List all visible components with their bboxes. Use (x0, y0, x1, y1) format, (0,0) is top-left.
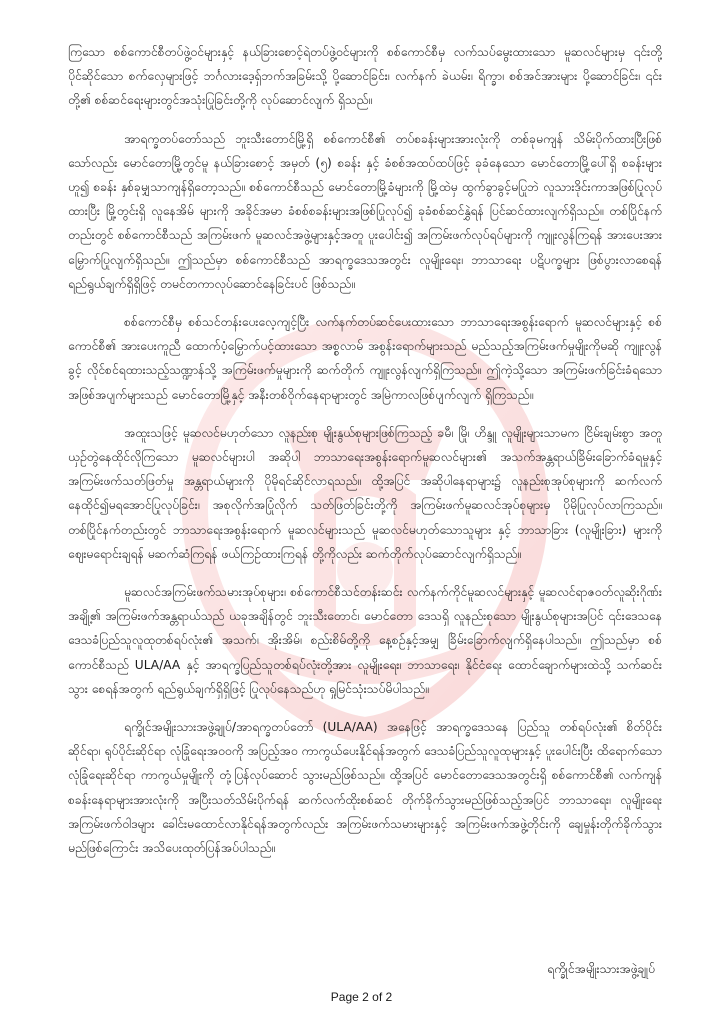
paragraph-3: စစ်ကောင်စီမှ စစ်သင်တန်းပေးလေ့ကျင့်ပြီး လက်နက်တပ်ဆင်ပေးထားသော ဘာသာရေးအစွန်းရောက် မူဆလင်များနှင့် စစ်ကောင်စီ၏ အားပေးကူညီ ထောက်ပံ့မြှောက်ပင့်ထားသော အစ္စလာမ် အစွန်းရောက်များသည် မည်သည့်အကြမ်းဖက်မှုမျိုးကိုမဆို ကျူးလွန်ခွင့် လိုင်စင်ရထားသည့်သဏ္ဍာန်သို့ အကြမ်းဖက်မှုများကို ဆက်တိုက် ကျူးလွန်လျက်ရှိကြသည်။ ဤကဲ့သို့သော အကြမ်းဖက်ခြင်းခံရသော အဖြစ်အပျက်များသည် မောင်တောမြို့နှင့် အနီးတစ်ဝိုက်နေရာများတွင် အမြဲကာလဖြစ်ပျက်လျက် ရှိကြသည်။ (68, 315, 662, 402)
page-number: Page 2 of 2 (330, 990, 393, 1004)
paragraph-5: မူဆလင်အကြမ်းဖက်သမားအုပ်စုများ၊ စစ်ကောင်စီသင်တန်းဆင်း လက်နက်ကိုင်မူဆလင်များနှင့် မူဆလင်ရာဇဝတ်လူဆိုးဂိုဏ်းအချို့၏ အကြမ်းဖက်အန္တရာယ်သည် ယခုအချိန်တွင် ဘူးသီးတောင်၊ မောင်တော ဒေသရှိ လူနည်းစုသော မျိုးနွယ်စုများအပြင် ၎င်းဒေသနေ ဒေသခံပြည်သူလူထုတစ်ရပ်လုံး၏ အသက်၊ အိုးအိမ်၊ စည်းစိမ်တို့ကို နေ့စဉ်နှင့်အမျှ ခြိမ်းခြောက်လျက်ရှိနေပါသည်။ ဤသည်မှာ စစ်ကောင်စီသည် ULA/AA နှင့် အာရက္ခပြည်သူတစ်ရပ်လုံးတို့အား လူမျိုးရေး၊ ဘာသာရေး၊ နိုင်ငံရေး ထောင်ချောက်များထဲသို့ သက်ဆင်းသွား စေရန်အတွက် ရည်ရွယ်ချက်ရှိရှိဖြင့် ပြုလုပ်နေသည်ဟု ရှုမြင်သုံးသပ်မိပါသည်။ (68, 585, 662, 696)
document-body (68, 40, 662, 874)
signature-line: ရက္ခိုင်အမျိုးသားအဖွဲ့ချုပ် (547, 962, 655, 976)
paragraph-6: ရက္ခိုင်အမျိုးသားအဖွဲ့ချုပ်/အာရက္ခတပ်တော် (ULA/AA) အနေဖြင့် အာရက္ခဒေသနေ ပြည်သူ တစ်ရပ်လုံး၏ စိတ်ပိုင်းဆိုင်ရာ၊ ရုပ်ပိုင်းဆိုင်ရာ လုံခြုံရေးအဝဝကို အပြည့်အဝ ကာကွယ်ပေးနိုင်ရန်အတွက် ဒေသခံပြည်သူလူထုများနှင့် ပူးပေါင်းပြီး ထိရောက်သော လုံခြုံရေးဆိုင်ရာ ကာကွယ်မှုမျိုးကို တုံ့ပြန်လုပ်ဆောင် သွားမည်ဖြစ်သည်။ ထို့အပြင် မောင်တောဒေသအတွင်းရှိ စစ်ကောင်စီ၏ လက်ကျန်စခန်းနေရာများအားလုံးကို အပြီးသတ်သိမ်းပိုက်ရန် ဆက်လက်ထိုးစစ်ဆင် တိုက်ခိုက်သွားမည်ဖြစ်သည့်အပြင် ဘာသာရေး၊ လူမျိုးရေး အကြမ်းဖက်ဝါဒများ ခေါင်းမထောင်လာနိုင်ရန်အတွက်လည်း အကြမ်းဖက်သမားများနှင့် အကြမ်းဖက်အဖွဲ့တိုင်းကို ချေမှုန်းတိုက်ခိုက်သွားမည်ဖြစ်ကြောင်း အသိပေးထုတ်ပြန်အပ်ပါသည်။ (68, 720, 662, 856)
paragraph-1: ကြသော စစ်ကောင်စီတပ်ဖွဲ့ဝင်များနှင့် နယ်ခြားစောင့်ရဲတပ်ဖွဲ့ဝင်များကို စစ်ကောင်စီမှ လက်သပ်မွေးထားသော မူဆလင်များမှ ၎င်းတို့ပိုင်ဆိုင်သော စက်လှေများဖြင့် ဘင်္ဂလားဒေ့ရှ်ဘက်အခြမ်းသို့ ပို့ဆောင်ခြင်း၊ လက်နက် ခဲယမ်း၊ ရိက္ခာ၊ စစ်အင်အားများ ပို့ဆောင်ခြင်း၊ ၎င်းတို့၏ စစ်ဆင်ရေးများတွင်အသုံးပြုခြင်းတို့ကို လုပ်ဆောင်လျက် ရှိသည်။ (68, 45, 662, 108)
paragraph-4: အထူးသဖြင့် မူဆလင်မဟုတ်သော လူနည်းစု မျိုးနွယ်စုများဖြစ်ကြသည့် ခမီ၊ မြို၊ ဟိန္ဒူ လူမျိုးများသာမက ငြိမ်းချမ်းစွာ အတူယှဉ်တွဲနေထိုင်လိုကြသော မူဆလင်များပါ အဆိုပါ ဘာသာရေးအစွန်းရောက်မူဆလင်များ၏ အသက်အန္တရာယ်ခြိမ်းခြောက်ခံရမှုနှင့် အကြမ်းဖက်သတ်ဖြတ်မှု အန္တရာယ်များကို ပိုမိုရင်ဆိုင်လာရသည်။ ထို့အပြင် အဆိုပါနေရာများ၌ လူနည်းစုအုပ်စုများကို ဆက်လက်နေထိုင်၍မရအောင်ပြုလုပ်ခြင်း၊ အစုလိုက်အပြုံလိုက် သတ်ဖြတ်ခြင်းတို့ကို အကြမ်းဖက်မူဆလင်အုပ်စုများမှ ပိုမိုပြုလုပ်လာကြသည်။ တစ်ပြိုင်နက်တည်းတွင် ဘာသာရေးအစွန်းရောက် မူဆလင်များသည် မူဆလင်မဟုတ်သောသူများ နှင့် ဘာသာခြား (လူမျိုးခြား) များကို ဈေးမရောင်းချရန် မဆက်ဆံကြရန် ဖယ်ကြဉ်ထားကြရန် တို့ကိုလည်း ဆက်တိုက်လုပ်ဆောင်လျက်ရှိသည်။ (68, 425, 662, 561)
paragraph-2: အာရက္ခတပ်တော်သည် ဘူးသီးတောင်မြို့ရှိ စစ်ကောင်စီ၏ တပ်စခန်းများအားလုံးကို တစ်ခုမကျန် သိမ်းပိုက်ထားပြီးဖြစ်သော်လည်း မောင်တောမြို့တွင်မူ နယ်ခြားစောင့် အမှတ် (၅) စခန်း နှင့် ခံစစ်အထပ်ထပ်ဖြင့် ခုခံနေသော မောင်တောမြို့ပေါ်ရှိ စခန်းများဟူ၍ စခန်း နှစ်ခုမျှသာကျန်ရှိတော့သည်။ စစ်ကောင်စီသည် မောင်တောမြို့ခံများကို မြို့ထဲမှ ထွက်ခွာခွင့်မပြုဘဲ လူသားဒိုင်းကာအဖြစ်ပြုလုပ်ထားပြီး မြို့တွင်းရှိ လူနေအိမ် များကို အခိုင်အမာ ခံစစ်စခန်းများအဖြစ်ပြုလုပ်၍ ခုခံစစ်ဆင်နွှဲရန် ပြင်ဆင်ထားလျက်ရှိသည်။ တစ်ပြိုင်နက် တည်းတွင် စစ်ကောင်စီသည် အကြမ်းဖက် မူဆလင်အဖွဲ့များနှင့်အတူ ပူးပေါင်း၍ အကြမ်းဖက်လုပ်ရပ်များကို ကျူးလွန်ကြရန် အားပေးအားမြှောက်ပြုလျက်ရှိသည်။ ဤသည်မှာ စစ်ကောင်စီသည် အာရက္ခဒေသအတွင်း လူမျိုးရေး၊ ဘာသာရေး ပဋိပက္ခများ ဖြစ်ပွားလာစေရန် ရည်ရွယ်ချက်ရှိရှိဖြင့် တမင်တကာလုပ်ဆောင်နေခြင်းပင် ဖြစ်သည်။ (68, 131, 662, 291)
